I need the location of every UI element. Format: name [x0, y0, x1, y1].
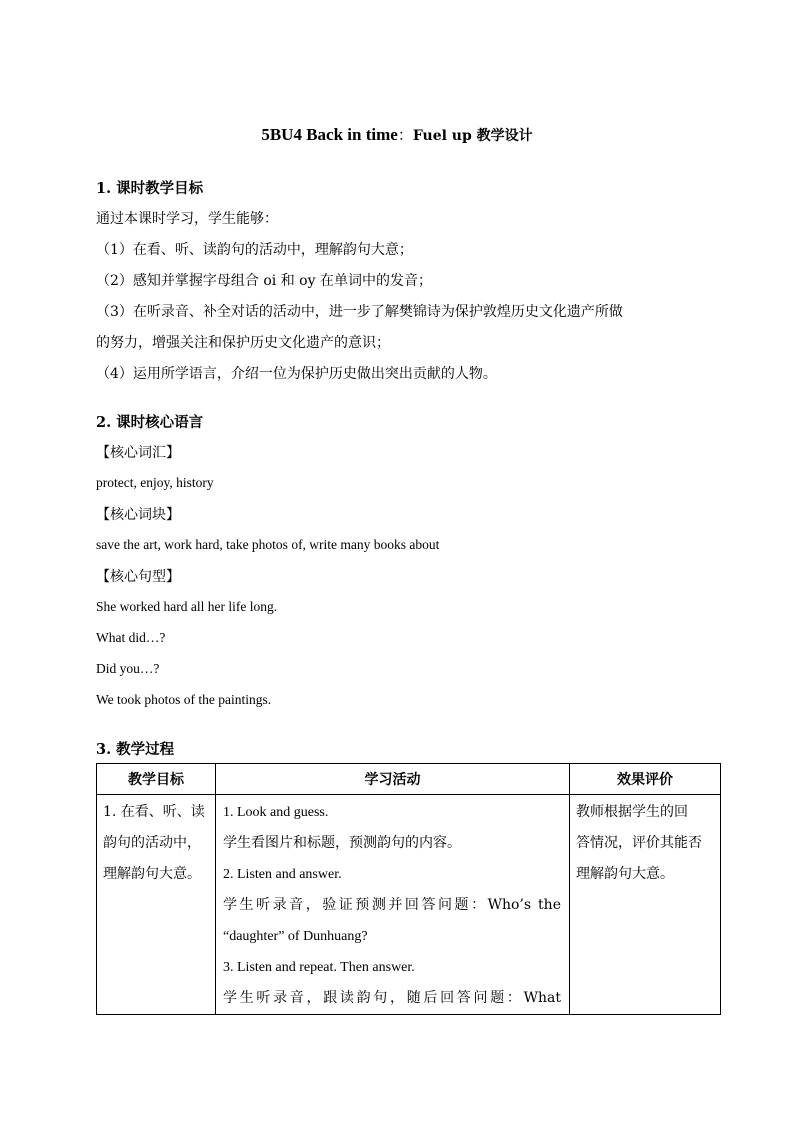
vocab-list: protect, enjoy, history [96, 475, 214, 490]
section1-intro: 通过本课时学习，学生能够： [96, 211, 278, 227]
page-title [0, 124, 794, 145]
activity-line: 2. Listen and answer. [223, 867, 342, 882]
title-separator: ： [397, 126, 413, 144]
activity-line: 1. Look and guess. [223, 805, 329, 820]
objective-item: （1）在看、听、读韵句的活动中，理解韵句大意； [96, 242, 413, 258]
activity-line: 学生看图片和标题，预测韵句的内容。 [223, 835, 461, 851]
section1-heading: 1. 课时教学目标 [96, 180, 204, 197]
table-row [97, 795, 721, 1015]
phrases-label: 【核心词块】 [96, 507, 180, 523]
evaluation-line: 答情况，评价其能否 [576, 835, 702, 851]
header-evaluation: 效果评价 [570, 764, 721, 795]
goal-line: 韵句的活动中， [103, 835, 201, 851]
sentence-item: We took photos of the paintings. [96, 692, 272, 707]
vocab-label: 【核心词汇】 [96, 445, 180, 461]
phrases-list: save the art, work hard, take photos of, write many books about [96, 537, 440, 552]
sentences-label: 【核心句型】 [96, 569, 180, 585]
title-main: 5BU4 Back in time [261, 125, 398, 144]
activity-line: 学生听录音，跟读韵句，随后回答问题：What [223, 990, 561, 1006]
evaluation-line: 理解韵句大意。 [576, 866, 674, 882]
activity-line: “daughter” of Dunhuang? [223, 929, 368, 944]
header-goal: 教学目标 [97, 764, 216, 795]
objective-item: 的努力，增强关注和保护历史文化遗产的意识； [96, 335, 390, 351]
goal-cell [97, 795, 216, 1015]
objective-item: （2）感知并掌握字母组合 oi 和 oy 在单词中的发音； [96, 273, 432, 289]
table-header-row [97, 764, 721, 795]
sentence-item: Did you…? [96, 661, 160, 676]
section2-heading: 2. 课时核心语言 [96, 414, 204, 431]
goal-line: 理解韵句大意。 [103, 866, 201, 882]
title-tail: Fuel up 教学设计 [412, 128, 533, 144]
section3-heading: 3. 教学过程 [96, 741, 175, 758]
evaluation-cell [570, 795, 721, 1015]
goal-line: 1. 在看、听、读 [103, 804, 205, 820]
objective-item: （4）运用所学语言，介绍一位为保护历史做出突出贡献的人物。 [96, 366, 497, 382]
sentence-item: What did…? [96, 630, 166, 645]
evaluation-line: 教师根据学生的回 [576, 804, 688, 820]
teaching-process-table [96, 763, 721, 1015]
header-activity: 学习活动 [216, 764, 570, 795]
objective-item: （3）在听录音、补全对话的活动中，进一步了解樊锦诗为保护敦煌历史文化遗产所做 [96, 304, 623, 320]
sentence-item: She worked hard all her life long. [96, 599, 278, 614]
activity-line: 学生听录音，验证预测并回答问题：Who’s the [223, 897, 561, 913]
activity-line: 3. Listen and repeat. Then answer. [223, 960, 415, 975]
activity-cell [216, 795, 570, 1015]
